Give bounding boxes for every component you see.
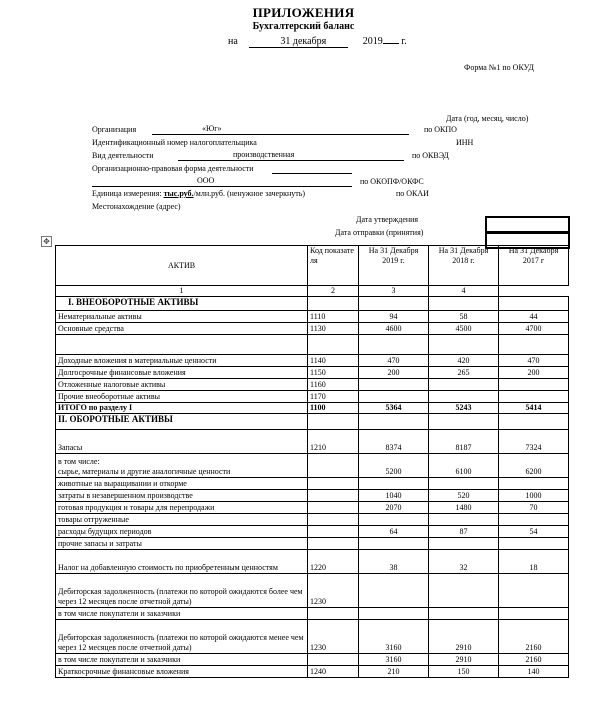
row-label: прочие запасы и затраты <box>56 538 308 550</box>
value-2017: 5414 <box>499 403 569 414</box>
okved-label: по ОКВЭД <box>412 151 449 160</box>
value-2019: 3160 <box>359 620 429 654</box>
value-2017 <box>499 574 569 608</box>
table-row <box>56 297 569 311</box>
row-label: ИТОГО по разделу I <box>56 403 308 414</box>
row-label: товары отгруженные <box>56 514 308 526</box>
value-2019: 5364 <box>359 403 429 414</box>
value-2018: 58 <box>429 311 499 323</box>
value-2017 <box>499 391 569 403</box>
table-row <box>56 666 569 678</box>
balance-table <box>55 245 569 678</box>
row-code: 1230 <box>308 620 359 654</box>
table-row <box>56 454 569 478</box>
value-2019 <box>359 478 429 490</box>
table-row <box>56 620 569 654</box>
value-2018: 265 <box>429 367 499 379</box>
row-label: расходы будущих периодов <box>56 526 308 538</box>
unit-selected: тыс.руб. <box>163 189 194 198</box>
value-2017: 200 <box>499 367 569 379</box>
value-2018: 420 <box>429 355 499 367</box>
table-row <box>56 502 569 514</box>
row-label: готовая продукция и товары для перепродажи <box>56 502 308 514</box>
value-2017: 4700 <box>499 323 569 335</box>
report-date-value: 31 декабря <box>249 36 348 48</box>
value-2018 <box>429 335 499 355</box>
value-2019: 200 <box>359 367 429 379</box>
value-2017 <box>499 538 569 550</box>
legal-form-label: Организационно-правовая форма деятельности <box>92 164 254 173</box>
value-2018: 87 <box>429 526 499 538</box>
row-code <box>308 414 359 430</box>
document-subtitle: Бухгалтерский баланс <box>252 21 355 32</box>
row-label: Дебиторская задолженность (платежи по которой ожидаются более чем через 12 месяцев после отчетной даты) <box>56 574 308 608</box>
value-2019 <box>359 538 429 550</box>
value-2018 <box>429 514 499 526</box>
value-2017: 2160 <box>499 654 569 666</box>
value-2018: 2910 <box>429 620 499 654</box>
row-label: Нематериальные активы <box>56 311 308 323</box>
inn-code-label: ИНН <box>456 138 474 147</box>
row-code: 1170 <box>308 391 359 403</box>
value-2019 <box>359 391 429 403</box>
table-row <box>56 490 569 502</box>
value-2019 <box>359 379 429 391</box>
value-2017 <box>499 335 569 355</box>
row-label: животные на выращивании и откорме <box>56 478 308 490</box>
col-number: 3 <box>359 286 429 297</box>
row-code <box>308 297 359 311</box>
row-label: в том числе: сырье, материалы и другие аналогичные ценности <box>56 454 308 478</box>
row-code: 1230 <box>308 574 359 608</box>
row-code: 1220 <box>308 550 359 574</box>
header-asset: АКТИВ <box>56 246 308 286</box>
row-label: Доходные вложения в материальные ценности <box>56 355 308 367</box>
table-row <box>56 355 569 367</box>
value-2017: 7324 <box>499 430 569 454</box>
report-year: 2019 <box>362 36 383 47</box>
table-row <box>56 538 569 550</box>
value-2019: 1040 <box>359 490 429 502</box>
unit-label: Единица измерения: тыс.руб./млн.руб. (ненужное зачеркнуть) <box>92 189 306 198</box>
sent-date-label: Дата отправки (принятия) <box>335 228 424 237</box>
organization-value: «Юг» <box>202 124 222 133</box>
value-2018 <box>429 297 499 311</box>
value-2018 <box>429 414 499 430</box>
value-2017: 140 <box>499 666 569 678</box>
value-2017 <box>499 478 569 490</box>
col-number: 1 <box>56 286 308 297</box>
value-2019: 2070 <box>359 502 429 514</box>
organization-label: Организация <box>92 125 137 134</box>
value-2019: 64 <box>359 526 429 538</box>
value-2017: 1000 <box>499 490 569 502</box>
value-2019: 470 <box>359 355 429 367</box>
value-2017: 54 <box>499 526 569 538</box>
value-2017 <box>499 379 569 391</box>
table-row <box>56 574 569 608</box>
row-label <box>56 335 308 355</box>
value-2018: 520 <box>429 490 499 502</box>
value-2019: 210 <box>359 666 429 678</box>
table-row <box>56 478 569 490</box>
table-move-handle-icon[interactable]: ✥ <box>41 236 52 247</box>
row-code: 1100 <box>308 403 359 414</box>
value-2019 <box>359 514 429 526</box>
value-2019: 4600 <box>359 323 429 335</box>
location-label: Местонахождение (адрес) <box>92 202 181 211</box>
okopf-label: по ОКОПФ/ОКФС <box>360 177 424 186</box>
value-2019: 94 <box>359 311 429 323</box>
value-2018: 6100 <box>429 454 499 478</box>
row-label: I. ВНЕОБОРОТНЫЕ АКТИВЫ <box>56 297 308 311</box>
value-2018 <box>429 574 499 608</box>
value-2017: 470 <box>499 355 569 367</box>
row-code: 1240 <box>308 666 359 678</box>
row-code <box>308 514 359 526</box>
value-2017: 6200 <box>499 454 569 478</box>
table-row <box>56 654 569 666</box>
table-row <box>56 550 569 574</box>
row-code: 1150 <box>308 367 359 379</box>
date-label: Дата (год, месяц, число) <box>446 114 529 123</box>
activity-label: Вид деятельности <box>92 151 154 160</box>
row-code: 1160 <box>308 379 359 391</box>
approval-date-label: Дата утверждения <box>356 215 419 224</box>
value-2017 <box>499 297 569 311</box>
row-code <box>308 608 359 620</box>
row-code <box>308 335 359 355</box>
value-2017: 2160 <box>499 620 569 654</box>
header-code: Код показате ля <box>308 246 359 286</box>
value-2018 <box>429 538 499 550</box>
value-2018 <box>429 478 499 490</box>
table-row <box>56 323 569 335</box>
okpo-label: по ОКПО <box>424 125 457 134</box>
report-date-line: на 31 декабря 2019 г. <box>228 36 407 47</box>
table-row <box>56 391 569 403</box>
value-2018 <box>429 391 499 403</box>
row-code: 1140 <box>308 355 359 367</box>
row-code <box>308 478 359 490</box>
table-row <box>56 514 569 526</box>
row-label: II. ОБОРОТНЫЕ АКТИВЫ <box>56 414 308 430</box>
table-row <box>56 311 569 323</box>
row-code <box>308 538 359 550</box>
table-row <box>56 335 569 355</box>
value-2017: 18 <box>499 550 569 574</box>
value-2017 <box>499 514 569 526</box>
inn-label: Идентификационный номер налогоплательщика <box>92 138 257 147</box>
row-code <box>308 490 359 502</box>
value-2017 <box>499 414 569 430</box>
value-2017: 44 <box>499 311 569 323</box>
table-row <box>56 367 569 379</box>
table-row <box>56 403 569 414</box>
row-label: Отложенные налоговые активы <box>56 379 308 391</box>
value-2018: 1480 <box>429 502 499 514</box>
value-2018 <box>429 608 499 620</box>
value-2019: 8374 <box>359 430 429 454</box>
value-2019 <box>359 297 429 311</box>
table-row <box>56 608 569 620</box>
value-2017 <box>499 608 569 620</box>
document-title: ПРИЛОЖЕНИЯ <box>252 5 355 20</box>
value-2019: 5200 <box>359 454 429 478</box>
header-col-2019: На 31 Декабря 2019 г. <box>359 246 429 286</box>
form-okud-label: Форма №1 по ОКУД <box>464 63 534 72</box>
legal-form-value: ООО <box>197 176 215 185</box>
value-2018 <box>429 379 499 391</box>
value-2018: 4500 <box>429 323 499 335</box>
row-code <box>308 526 359 538</box>
row-code <box>308 454 359 478</box>
row-label: Налог на добавленную стоимость по приобретенным ценностям <box>56 550 308 574</box>
row-label: в том числе покупатели и заказчики <box>56 654 308 666</box>
value-2019: 38 <box>359 550 429 574</box>
value-2019 <box>359 414 429 430</box>
row-code: 1110 <box>308 311 359 323</box>
row-code: 1130 <box>308 323 359 335</box>
header-col-2018: На 31 Декабря 2018 г. <box>429 246 499 286</box>
value-2019 <box>359 574 429 608</box>
value-2019: 3160 <box>359 654 429 666</box>
value-2018: 8187 <box>429 430 499 454</box>
row-code <box>308 654 359 666</box>
row-label: в том числе покупатели и заказчики <box>56 608 308 620</box>
row-label: Дебиторская задолженность (платежи по которой ожидаются менее чем через 12 месяцев после отчетной даты) <box>56 620 308 654</box>
row-label: Прочие внеоборотные активы <box>56 391 308 403</box>
value-2018: 5243 <box>429 403 499 414</box>
value-2018: 32 <box>429 550 499 574</box>
row-label: Основные средства <box>56 323 308 335</box>
table-row <box>56 430 569 454</box>
okei-label: по ОКАИ <box>396 189 429 198</box>
row-label: Запасы <box>56 430 308 454</box>
value-2017: 70 <box>499 502 569 514</box>
table-row <box>56 414 569 430</box>
row-label: Краткосрочные финансовые вложения <box>56 666 308 678</box>
header-col-2017: На 31 Декабря 2017 г <box>499 246 569 286</box>
value-2019 <box>359 608 429 620</box>
row-label: Долгосрочные финансовые вложения <box>56 367 308 379</box>
value-2019 <box>359 335 429 355</box>
row-code: 1210 <box>308 430 359 454</box>
table-row <box>56 379 569 391</box>
row-code <box>308 502 359 514</box>
row-label: затраты в незавершенном производстве <box>56 490 308 502</box>
value-2018: 150 <box>429 666 499 678</box>
activity-value: производственная <box>233 150 295 159</box>
value-2018: 2910 <box>429 654 499 666</box>
col-number: 4 <box>429 286 499 297</box>
table-row <box>56 526 569 538</box>
col-number: 2 <box>308 286 359 297</box>
